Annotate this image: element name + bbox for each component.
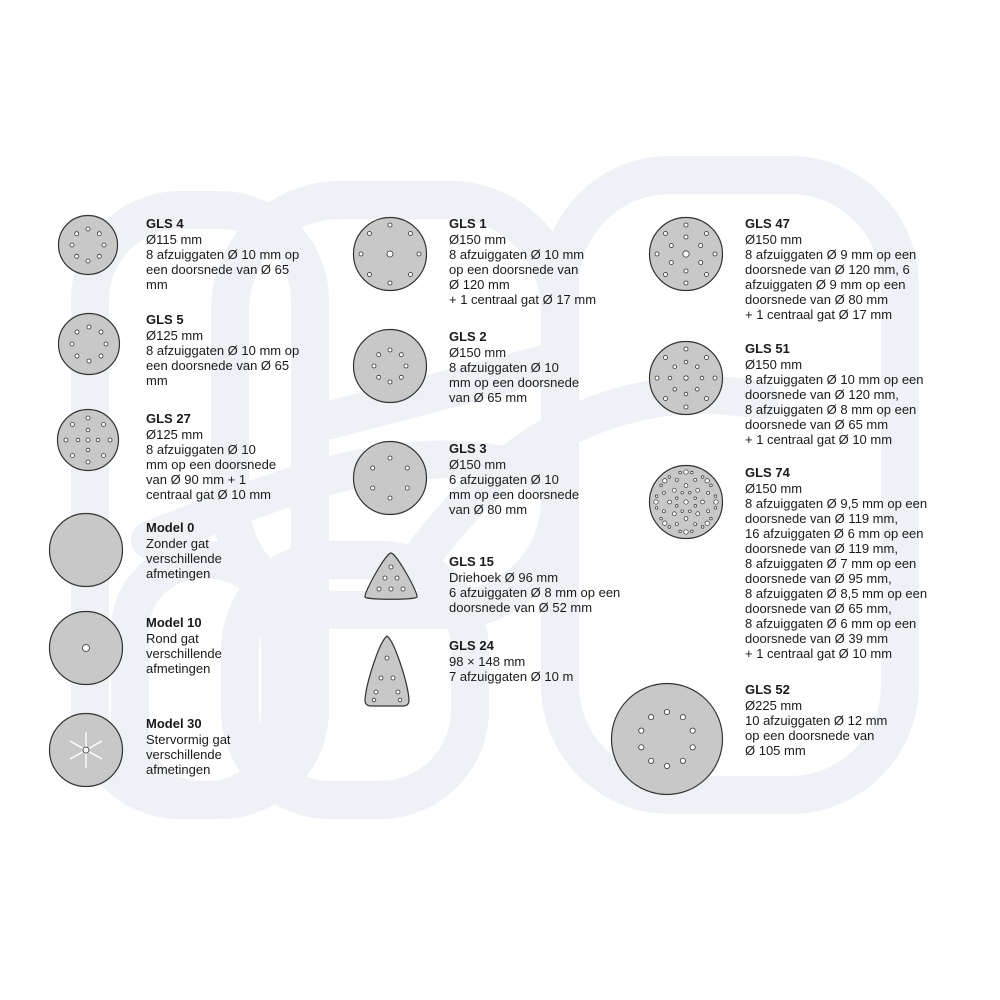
hole-icon [707,510,710,513]
hole-icon [710,517,713,520]
gls15-line: doorsnede van Ø 52 mm [449,600,593,615]
hole-icon [691,530,694,533]
model10-title: Model 10 [146,615,202,630]
hole-icon [649,758,654,763]
gls15-line: 6 afzuiggaten Ø 8 mm op een [449,585,621,600]
gls74-disc-icon [648,464,724,540]
hole-icon [694,478,697,481]
gls52-line: Ø225 mm [745,698,803,713]
gls52-description [745,682,887,758]
gls4-line: 8 afzuiggaten Ø 10 mm op [146,247,300,262]
gls52-title: GLS 52 [745,682,790,697]
gls1-description [449,216,596,307]
gls24-title: GLS 24 [449,638,494,653]
gls1-line: Ø 120 mm [449,277,510,292]
gls3-line: Ø150 mm [449,457,507,472]
gls24-delta-pad-icon [362,634,412,708]
gls24-line: 98 × 148 mm [449,654,526,669]
gls74-line: doorsnede van Ø 119 mm, [745,541,898,556]
hole-icon [714,495,717,498]
gls51-line: + 1 centraal gat Ø 10 mm [745,432,893,447]
hole-icon [689,510,692,513]
gls5-title: GLS 5 [146,312,184,327]
gls3-line: 6 afzuiggaten Ø 10 [449,472,559,487]
model10-line: verschillende [146,646,222,661]
hole-icon [714,507,717,510]
hole-icon [675,505,678,508]
gls47-line: afzuiggaten Ø 9 mm op een [745,277,906,292]
hole-icon [701,500,705,504]
hole-icon [639,728,644,733]
gls5-line: 8 afzuiggaten Ø 10 mm op [146,343,300,358]
hole-icon [701,526,704,529]
gls27-title: GLS 27 [146,411,191,426]
hole-icon [663,479,667,483]
gls5-line: Ø125 mm [146,328,204,343]
hole-icon [662,510,665,513]
gls27-line: van Ø 90 mm + 1 [146,472,247,487]
hole-icon [655,507,658,510]
model30-line: Stervormig gat [146,732,231,747]
gls4-disc-icon [57,214,119,276]
gls47-line: Ø150 mm [745,232,803,247]
hole-icon [679,471,682,474]
hole-icon [694,505,697,508]
hole-icon [710,484,713,487]
gls1-title: GLS 1 [449,216,487,231]
hole-icon [680,715,685,720]
gls74-line: 8 afzuiggaten Ø 7 mm op een [745,556,917,571]
gls4-line: Ø115 mm [146,232,203,247]
model0-line: verschillende [146,551,222,566]
hole-icon [705,521,709,525]
gls27-line: centraal gat Ø 10 mm [146,487,271,502]
hole-icon [684,500,688,504]
hole-icon [675,478,678,481]
hole-icon [649,715,654,720]
model30-line: verschillende [146,747,222,762]
gls74-line: 8 afzuiggaten Ø 9,5 mm op een [745,496,928,511]
gls74-line: doorsnede van Ø 65 mm, [745,601,892,616]
gls15-triangle-icon [360,550,422,602]
gls74-title: GLS 74 [745,465,790,480]
gls1-line: op een doorsnede van [449,262,579,277]
hole-icon [668,476,671,479]
hole-icon [684,517,688,521]
gls2-title: GLS 2 [449,329,487,344]
hole-icon [694,497,697,500]
model0-description [146,520,222,581]
gls47-line: + 1 centraal gat Ø 17 mm [745,307,893,322]
hole-icon [707,491,710,494]
gls52-disc-icon [610,682,724,796]
gls5-disc-icon [57,312,121,376]
gls4-line: een doorsnede van Ø 65 [146,262,290,277]
hole-icon [701,476,704,479]
gls74-description [745,465,927,661]
hole-icon [654,500,658,504]
gls3-title: GLS 3 [449,441,487,456]
gls3-line: mm op een doorsnede [449,487,580,502]
hole-icon [655,495,658,498]
gls74-line: 8 afzuiggaten Ø 6 mm op een [745,616,917,631]
gls52-line: 10 afzuiggaten Ø 12 mm [745,713,888,728]
hole-icon [705,479,709,483]
gls5-description [146,312,299,388]
gls27-line: Ø125 mm [146,427,204,442]
gls74-line: 8 afzuiggaten Ø 8,5 mm op een [745,586,928,601]
gls74-line: 16 afzuiggaten Ø 6 mm op een [745,526,924,541]
hole-icon [679,530,682,533]
gls47-line: doorsnede van Ø 120 mm, 6 [745,262,910,277]
gls47-line: 8 afzuiggaten Ø 9 mm op een [745,247,917,262]
gls51-disc-icon [648,340,724,416]
hole-icon [696,512,700,516]
hole-icon [662,491,665,494]
gls1-line: 8 afzuiggaten Ø 10 mm [449,247,585,262]
gls74-line: Ø150 mm [745,481,803,496]
gls47-description [745,216,916,322]
gls51-line: 8 afzuiggaten Ø 8 mm op een [745,402,917,417]
hole-icon [664,763,669,768]
gls1-line: + 1 centraal gat Ø 17 mm [449,292,597,307]
hole-icon [694,523,697,526]
model10-line: afmetingen [146,661,211,676]
model30-description [146,716,231,777]
gls2-line: 8 afzuiggaten Ø 10 [449,360,559,375]
hole-icon [668,500,672,504]
gls47-title: GLS 47 [745,216,790,231]
hole-icon [639,745,644,750]
hole-icon [691,471,694,474]
gls24-description [449,638,573,684]
gls51-title: GLS 51 [745,341,790,356]
gls3-line: van Ø 80 mm [449,502,528,517]
model0-line: afmetingen [146,566,211,581]
hole-icon [668,526,671,529]
hole-icon [684,484,688,488]
gls24-line: 7 afzuiggaten Ø 10 m [449,669,574,684]
gls51-line: Ø150 mm [745,357,803,372]
gls51-line: doorsnede van Ø 65 mm [745,417,889,432]
hole-icon [690,728,695,733]
gls52-line: Ø 105 mm [745,743,806,758]
model30-title: Model 30 [146,716,202,731]
gls4-description [146,216,299,292]
gls3-description [449,441,579,517]
model30-disc-icon [48,712,124,788]
hole-icon [680,758,685,763]
hole-icon [675,523,678,526]
gls74-line: + 1 centraal gat Ø 10 mm [745,646,893,661]
gls27-description [146,411,276,502]
gls52-line: op een doorsnede van [745,728,875,743]
model0-line: Zonder gat [146,536,209,551]
gls27-line: mm op een doorsnede [146,457,277,472]
gls47-disc-icon [648,216,724,292]
gls74-line: doorsnede van Ø 119 mm, [745,511,898,526]
model10-description [146,615,222,676]
model30-line: afmetingen [146,762,211,777]
hole-icon [696,488,700,492]
hole-icon [714,500,718,504]
gls15-line: Driehoek Ø 96 mm [449,570,559,585]
hole-icon [675,497,678,500]
model10-line: Rond gat [146,631,199,646]
hole-icon [672,512,676,516]
gls1-line: Ø150 mm [449,232,507,247]
gls51-description [745,341,924,447]
gls15-title: GLS 15 [449,554,494,569]
gls74-line: doorsnede van Ø 95 mm, [745,571,892,586]
gls27-line: 8 afzuiggaten Ø 10 [146,442,256,457]
hole-icon [663,521,667,525]
hole-icon [684,530,688,534]
model0-title: Model 0 [146,520,195,535]
gls27-disc-icon [56,408,120,472]
gls2-line: mm op een doorsnede [449,375,580,390]
gls5-line: mm [146,373,168,388]
gls3-disc-icon [352,440,428,516]
gls5-line: een doorsnede van Ø 65 [146,358,290,373]
gls2-line: van Ø 65 mm [449,390,528,405]
hole-icon [660,484,663,487]
gls51-line: doorsnede van Ø 120 mm, [745,387,899,402]
gls1-disc-icon [352,216,428,292]
gls4-title: GLS 4 [146,216,184,231]
hole-icon [681,510,684,513]
hole-icon [690,745,695,750]
hole-icon [660,517,663,520]
hole-icon [689,491,692,494]
hole-icon [672,488,676,492]
gls15-description [449,554,620,615]
model0-disc-icon [48,512,124,588]
hole-icon [664,709,669,714]
gls2-description [449,329,579,405]
gls51-line: 8 afzuiggaten Ø 10 mm op een [745,372,924,387]
gls2-disc-icon [352,328,428,404]
gls47-line: doorsnede van Ø 80 mm [745,292,889,307]
hole-icon [684,470,688,474]
gls2-line: Ø150 mm [449,345,507,360]
gls4-line: mm [146,277,168,292]
gls74-line: doorsnede van Ø 39 mm [745,631,889,646]
model10-disc-icon [48,610,124,686]
hole-icon [681,491,684,494]
